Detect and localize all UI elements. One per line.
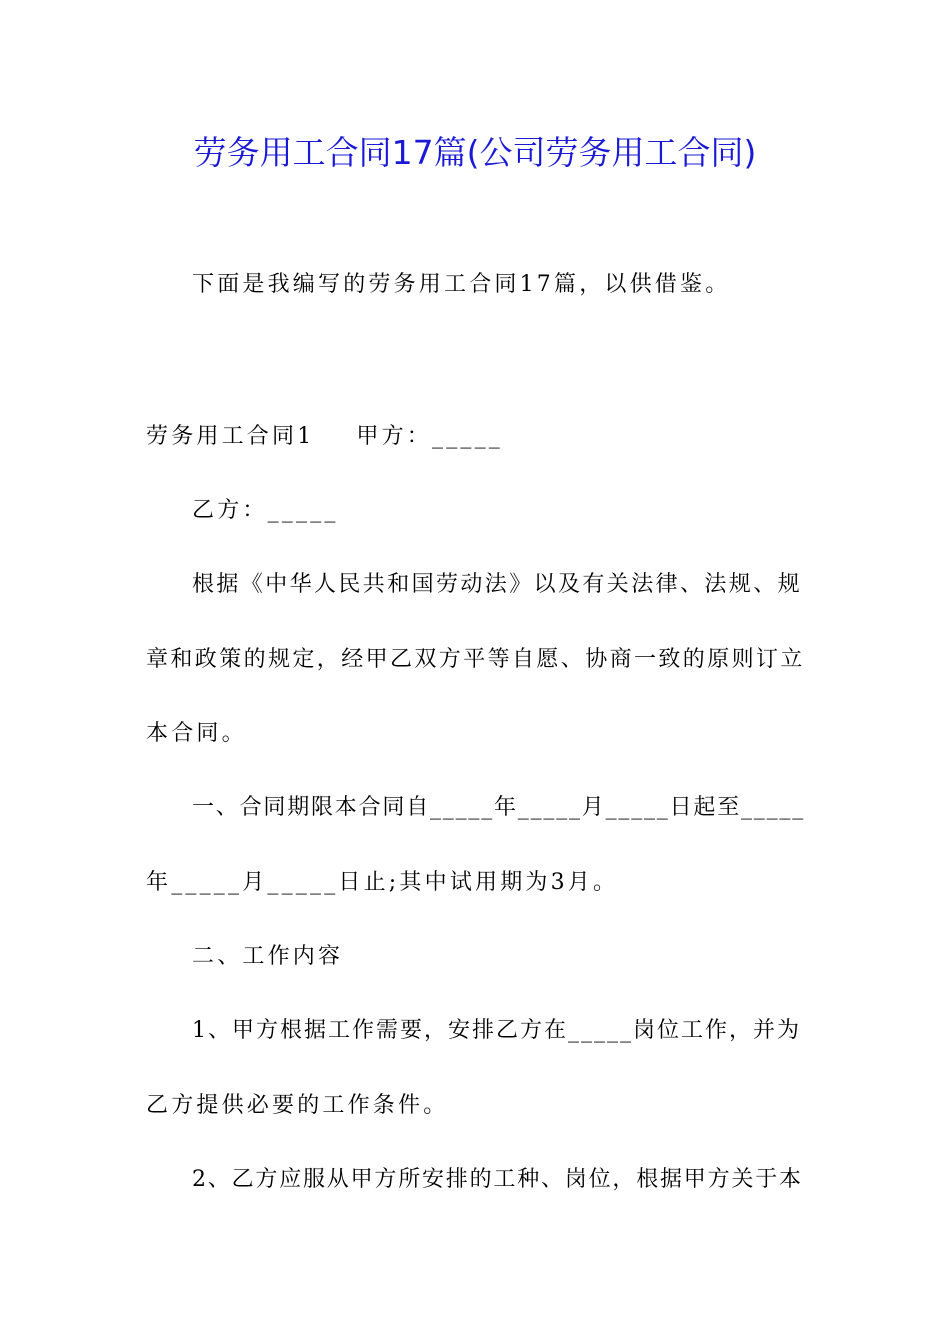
paragraph-line: 2、乙方应服从甲方所安排的工种、岗位，根据甲方关于本 [192,1167,803,1192]
contract-header-line [146,422,503,452]
paragraph-line: 1、甲方根据工作需要，安排乙方在_____岗位工作，并为 [192,1018,801,1043]
intro-text: 下面是我编写的劳务用工合同17篇，以供借鉴。 [192,272,731,297]
party-b-field: 乙方：_____ [192,498,339,523]
paragraph-line: 根据《中华人民共和国劳动法》以及有关法律、法规、规 [192,572,803,597]
paragraph-line: 乙方提供必要的工作条件。 [146,1093,449,1118]
paragraph-line: 年_____月_____日止;其中试用期为3月。 [146,870,619,895]
party-a-field: 甲方：_____ [356,424,504,449]
section-heading-work: 二、工作内容 [192,944,344,969]
section-heading: 劳务用工合同1 [146,424,315,449]
paragraph-line: 章和政策的规定，经甲乙双方平等自愿、协商一致的原则订立 [146,647,805,672]
document-title: 劳务用工合同17篇(公司劳务用工合同) [193,133,757,172]
paragraph-line: 本合同。 [146,721,247,746]
paragraph-line: 一、合同期限本合同自_____年_____月_____日起至_____ [192,795,806,820]
